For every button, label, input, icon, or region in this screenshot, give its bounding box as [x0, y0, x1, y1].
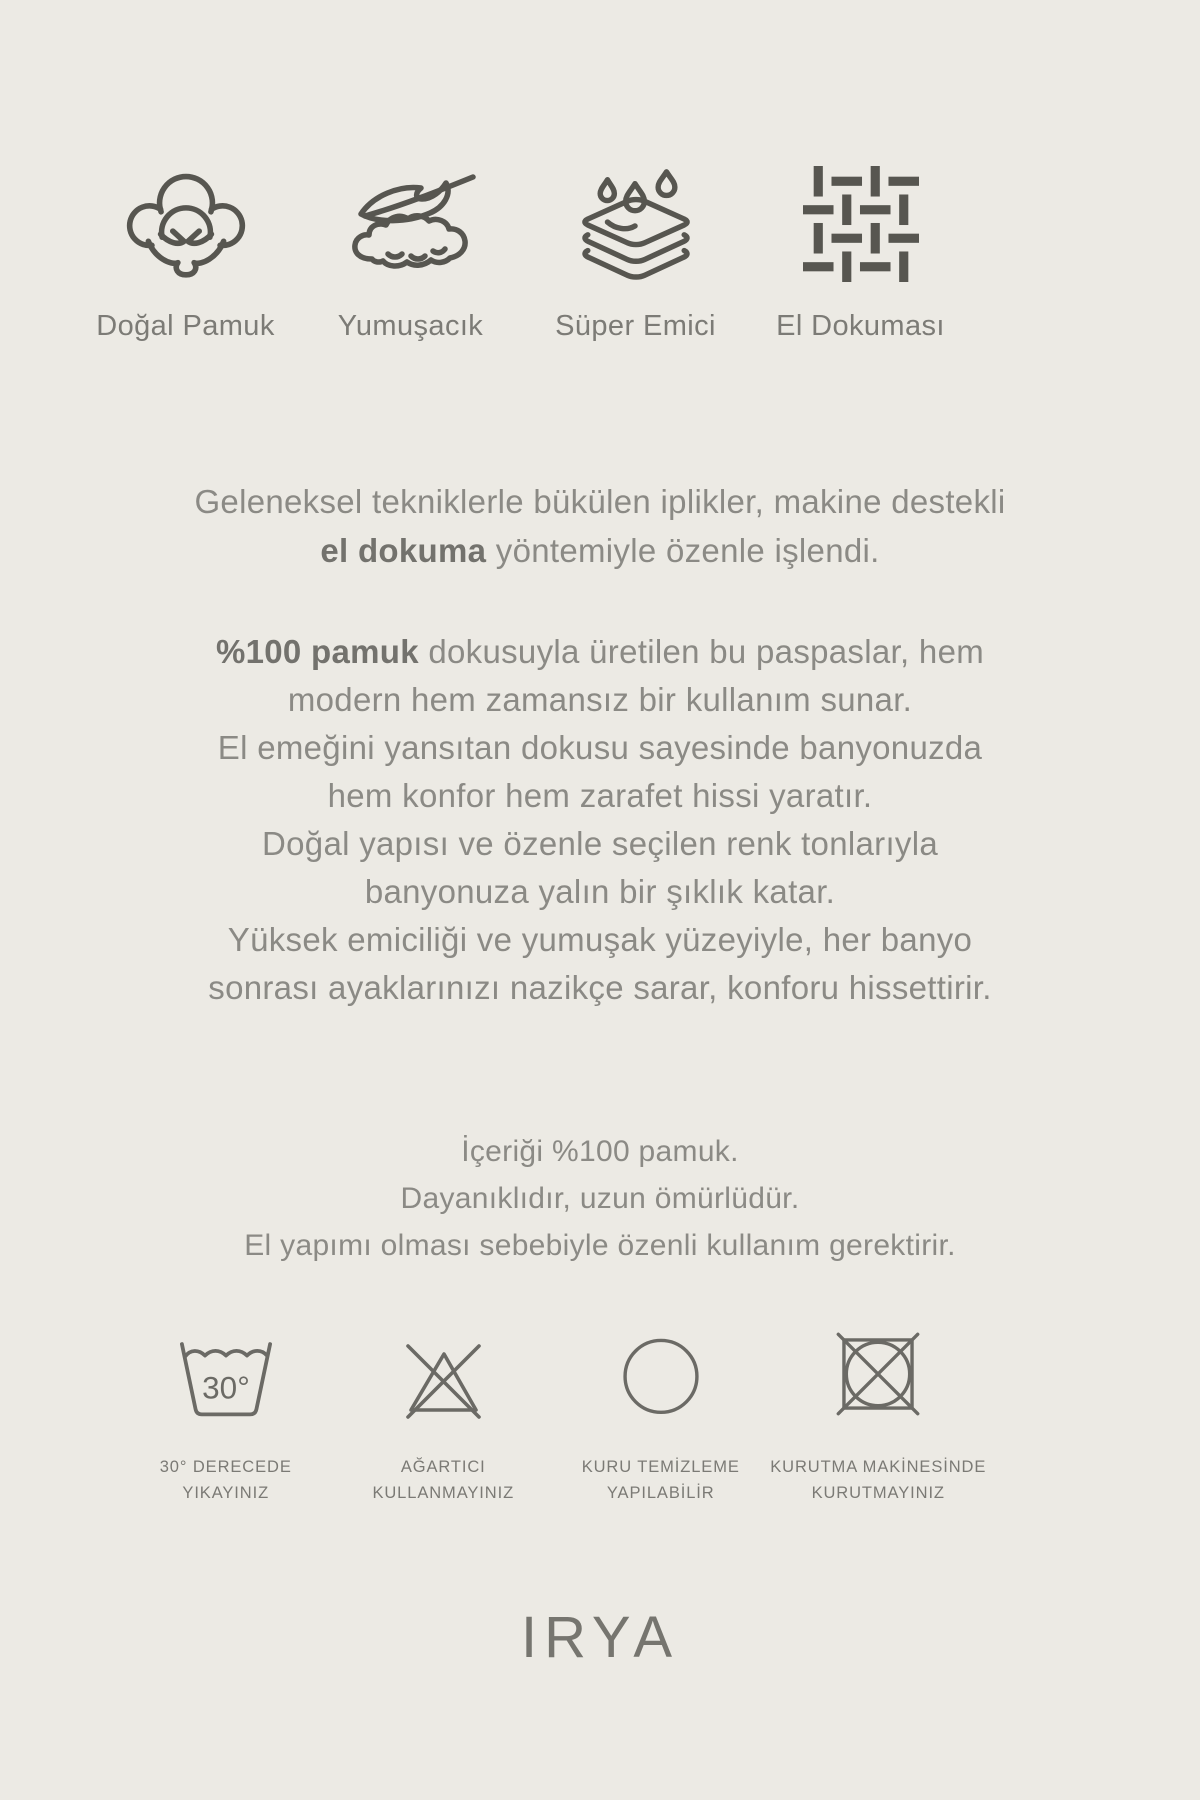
- care-label-line-2: KULLANMAYINIZ: [372, 1484, 515, 1502]
- feature-absorbent: [523, 138, 748, 343]
- desc-line-4: hem konfor hem zarafet hissi yaratır.: [327, 777, 873, 814]
- feature-label: Doğal Pamuk: [96, 310, 275, 342]
- care-label: [372, 1454, 514, 1506]
- note-line-1: İçeriği %100 pamuk.: [461, 1135, 739, 1168]
- care-label-line-1: KURU TEMİZLEME: [581, 1458, 740, 1476]
- description-paragraph: [0, 628, 1200, 1012]
- no-bleach-icon: [388, 1318, 498, 1430]
- intro-line-1: Geleneksel tekniklerle bükülen iplikler, makine destekli: [194, 483, 1006, 520]
- absorbent-layers-icon: [572, 138, 700, 310]
- care-instructions-row: [117, 1318, 987, 1506]
- hand-weave-icon: [803, 138, 919, 310]
- feature-label: Süper Emici: [555, 310, 716, 342]
- no-tumble-dry-icon: [826, 1318, 930, 1430]
- care-label-line-2: YAPILABİLİR: [606, 1484, 715, 1502]
- feature-soft: [298, 138, 523, 343]
- feather-cloud-icon: [341, 138, 481, 310]
- desc-line-7: Yüksek emiciliği ve yumuşak yüzeyiyle, her banyo: [227, 921, 973, 958]
- care-label-line-2: KURUTMAYINIZ: [811, 1484, 945, 1502]
- intro-bold: el dokuma: [320, 532, 487, 569]
- desc-line-3: El emeğini yansıtan dokusu sayesinde banyonuzda: [217, 729, 983, 766]
- note-line-2: Dayanıklıdır, uzun ömürlüdür.: [400, 1182, 800, 1215]
- desc-line-1: [0, 628, 1200, 676]
- wash-30-degrees-icon: [168, 1318, 284, 1430]
- desc-bold: %100 pamuk: [215, 633, 419, 670]
- feature-handwoven: [748, 138, 973, 343]
- feature-label: Yumuşacık: [337, 310, 484, 342]
- care-label: [770, 1454, 986, 1506]
- care-dry-clean: [552, 1318, 770, 1506]
- care-label: [582, 1454, 740, 1506]
- desc-line-2: modern hem zamansız bir kullanım sunar.: [287, 681, 913, 718]
- care-label: [160, 1454, 292, 1506]
- desc-line-6: banyonuza yalın bir şıklık katar.: [364, 873, 836, 910]
- intro-line-2: [0, 526, 1200, 575]
- care-no-bleach: [335, 1318, 553, 1506]
- care-label-line-1: KURUTMA MAKİNESİNDE: [770, 1458, 987, 1476]
- desc-line-1-rest: dokusuyla üretilen bu paspaslar, hem: [418, 633, 985, 670]
- intro-paragraph: [0, 477, 1200, 575]
- care-no-tumble-dry: [770, 1318, 988, 1506]
- intro-line-2-rest: yöntemiyle özenle işlendi.: [486, 532, 880, 569]
- care-wash-30: [117, 1318, 335, 1506]
- brand-logo: IRYA: [520, 1605, 680, 1670]
- desc-line-8: sonrası ayaklarınızı nazikçe sarar, konforu hissettirir.: [208, 969, 992, 1006]
- care-label-line-1: AĞARTICI: [400, 1458, 486, 1476]
- dry-clean-icon: [609, 1318, 713, 1430]
- desc-line-5: Doğal yapısı ve özenle seçilen renk tonlarıyla: [262, 825, 938, 862]
- note-line-3: El yapımı olması sebebiyle özenli kullanım gerektirir.: [244, 1229, 956, 1262]
- feature-natural-cotton: [73, 138, 298, 343]
- cotton-flower-icon: [125, 138, 247, 310]
- care-note-paragraph: [0, 1128, 1200, 1269]
- wash-temperature: 30°: [201, 1369, 250, 1406]
- care-label-line-1: 30° DERECEDE: [159, 1458, 292, 1476]
- feature-label: El Dokuması: [776, 310, 945, 342]
- care-label-line-2: YIKAYINIZ: [182, 1484, 270, 1502]
- feature-row: [73, 138, 973, 343]
